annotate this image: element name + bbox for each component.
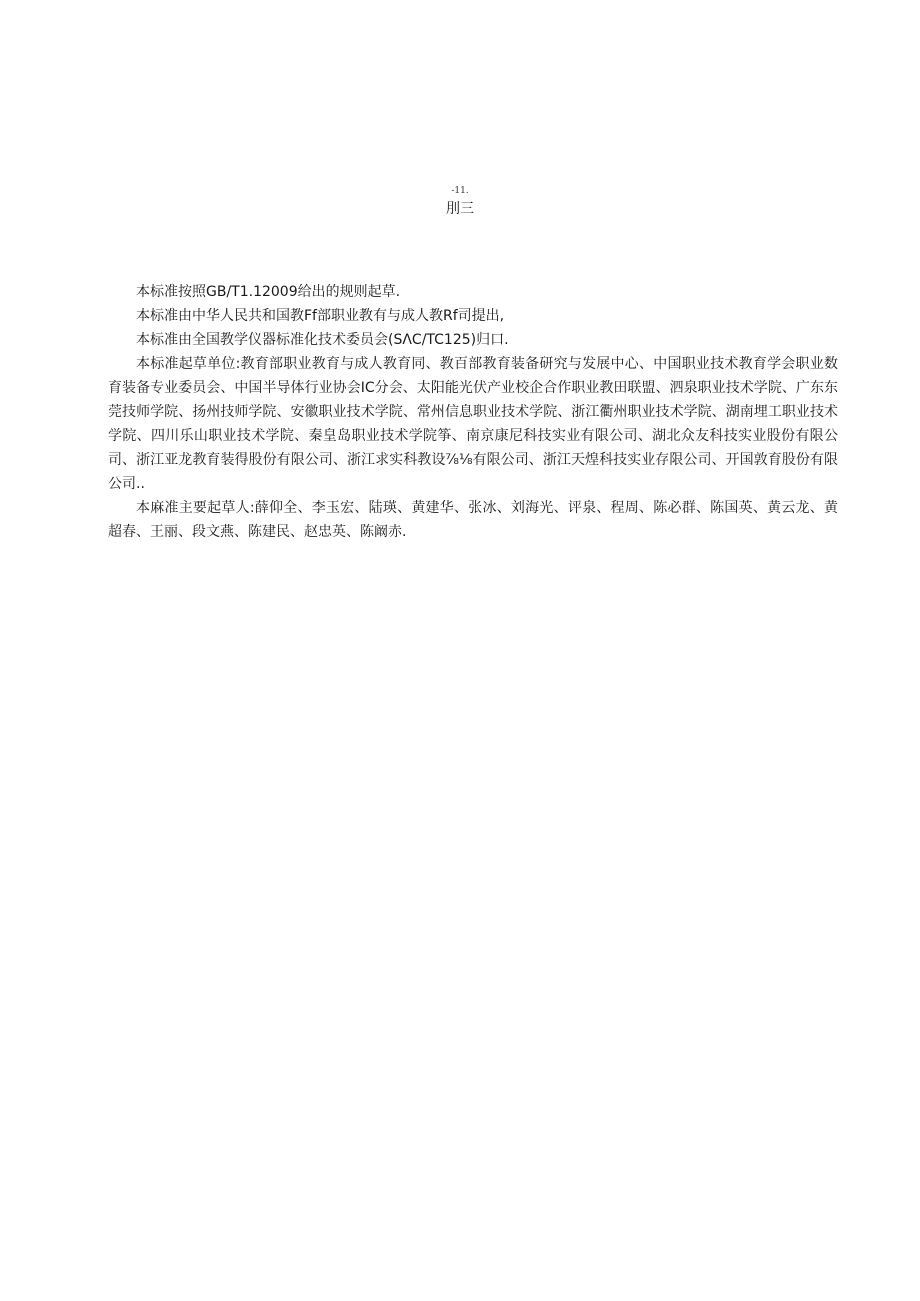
paragraph-drafting-units: 本标准起草单位:教育部职业教育与成人教育同、教百部教育装备研究与发展中心、中国职业技术教育学会职业数育装备专业委员会、中国半导体行业协会IC分会、太阳能光伏产业校企合作职业教田联盟、泗泉职业技术学院、广东东莞技师学院、扬州技师学院、安徽职业技术学院、常州信息职业技术学院、浙江衢州职业技术学院、湖南埋工职业技术学院、四川乐山职业技术学院、秦皇岛职业技术学院筝、南京康尼科技实业有限公司、湖北众友科技实业股份有限公司、浙江亚龙教育装得股份有限公司、浙江求实科教设⅞⅛有限公司、浙江天煌科技实业存限公司、开国敦育股份有限公司.. [108,356,838,492]
paragraph-drafting-rules: 本标准按照GB/T1.12009给出的规则起草. [136,284,401,300]
page-number: -11. [451,186,469,196]
section-title: 刖三 [446,201,474,217]
document-body [108,280,838,544]
paragraph-proposer: 本标准由中华人民共和国教Ff部职业教有与成人教Rf司提出, [136,308,505,324]
paragraph-committee: 本标准由全国教学仪器标准化技术委员会(SΛC/TC125)归口. [136,332,509,348]
paragraph-drafters: 本麻准主要起草人:薛仰全、李玉宏、陆瑛、黄建华、张冰、刘海光、评泉、程周、陈必群、陈国英、黄云龙、黄超春、王丽、段文燕、陈建民、赵忠英、陈阚赤. [108,500,838,540]
